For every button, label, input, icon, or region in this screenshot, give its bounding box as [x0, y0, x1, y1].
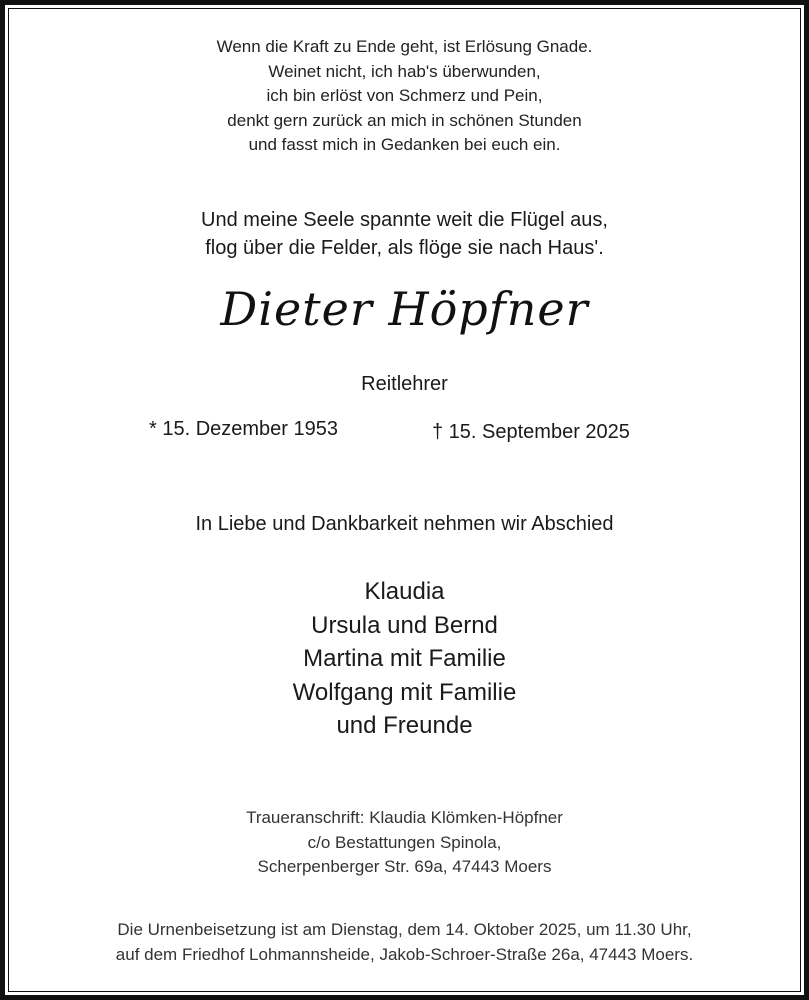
condolence-address: c/o Bestattungen Spinola, — [307, 832, 502, 852]
death-date: † 15. September 2025 — [432, 421, 630, 443]
farewell-text: In Liebe und Dankbarkeit nehmen wir Abschied — [195, 513, 614, 535]
poem-line: denkt gern zurück an mich in schönen Stunden — [227, 110, 582, 130]
condolence-address: Traueranschrift: Klaudia Klömken-Höpfner — [246, 808, 563, 827]
poem-line: Wenn die Kraft zu Ende geht, ist Erlösung Gnade. — [216, 37, 593, 56]
poem-line: ich bin erlöst von Schmerz und Pein, — [266, 86, 543, 105]
deceased-profession: Reitlehrer — [361, 373, 448, 395]
deceased-name: Dieter Höpfner — [220, 282, 589, 336]
condolence-address: Scherpenberger Str. 69a, 47443 Moers — [257, 857, 552, 876]
mourner-name: Klaudia — [364, 578, 445, 605]
mourner-name: und Freunde — [336, 712, 473, 739]
verse-line: Und meine Seele spannte weit die Flügel aus, — [201, 209, 608, 231]
mourner-name: Wolfgang mit Familie — [292, 678, 517, 706]
birth-date: * 15. Dezember 1953 — [149, 418, 339, 440]
funeral-info: auf dem Friedhof Lohmannsheide, Jakob-Schroer-Straße 26a, 47443 Moers. — [115, 944, 694, 964]
mourner-name: Martina mit Familie — [303, 645, 506, 672]
poem-line: Weinet nicht, ich hab's überwunden, — [268, 61, 541, 81]
verse-line: flog über die Felder, als flöge sie nach Haus'. — [205, 237, 604, 259]
mourner-name: Ursula und Bernd — [311, 611, 498, 639]
funeral-info: Die Urnenbeisetzung ist am Dienstag, dem 14. Oktober 2025, um 11.30 Uhr, — [117, 920, 692, 939]
poem-line: und fasst mich in Gedanken bei euch ein. — [248, 135, 561, 154]
